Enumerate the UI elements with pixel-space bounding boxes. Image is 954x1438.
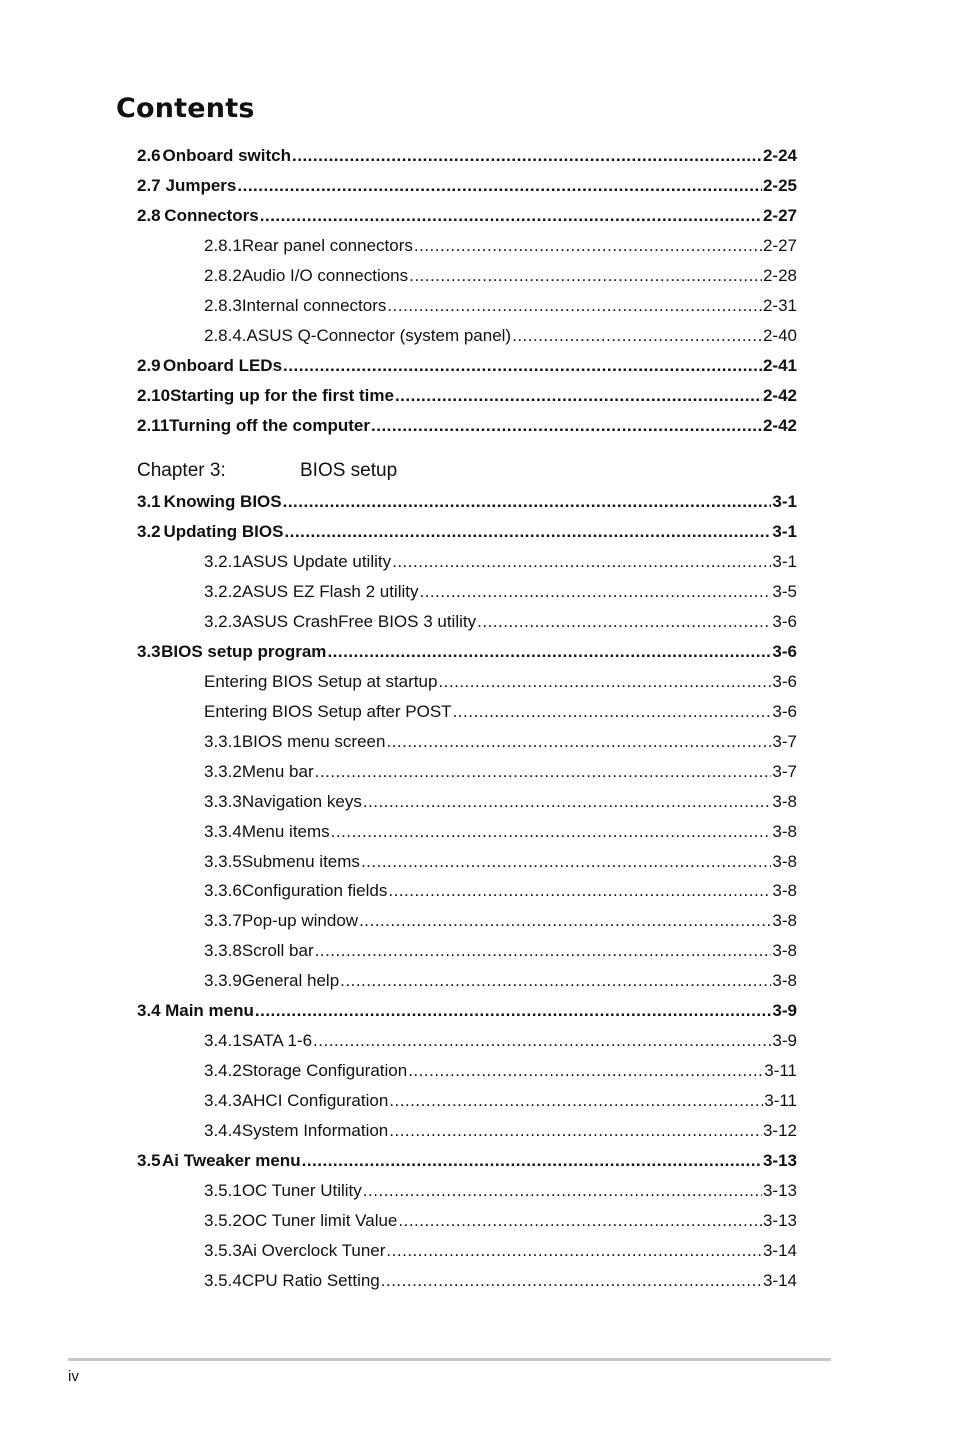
toc-dot-leader [363, 791, 772, 813]
toc-entry-title: BIOS setup program [161, 641, 327, 661]
toc-entry-page: 2-27 [762, 206, 797, 225]
toc-entry-title: ASUS Update utility [241, 551, 392, 571]
toc-entry-page: 2-24 [762, 146, 797, 165]
toc-dot-leader [315, 940, 772, 962]
toc-entry-number: 2.8.1 [204, 236, 242, 255]
toc-entry-number: 3.4.1 [204, 1031, 242, 1051]
toc-entry-title: Storage Configuration [241, 1061, 408, 1081]
toc-entry[interactable] [204, 1090, 797, 1112]
toc-dot-leader [386, 1240, 762, 1262]
toc-dot-leader [392, 551, 771, 573]
chapter-heading [137, 459, 397, 483]
toc-dot-leader [419, 581, 771, 603]
toc-entry-number: 2.8.4. [204, 326, 247, 345]
toc-dot-leader [387, 295, 762, 317]
toc-entry[interactable] [137, 145, 797, 167]
toc-dot-leader [340, 970, 771, 992]
toc-entry-title: Updating BIOS [163, 521, 284, 541]
toc-dot-leader [371, 415, 762, 437]
toc-entry-number: 3.3.6 [204, 881, 242, 901]
toc-entry[interactable] [137, 175, 797, 197]
toc-entry-number: 3.4.3 [204, 1091, 242, 1111]
toc-entry-page: 3-11 [764, 1061, 797, 1081]
toc-entry[interactable] [204, 761, 797, 783]
toc-entry-page: 3-6 [772, 641, 797, 661]
toc-entry[interactable] [204, 821, 797, 843]
toc-entry-page: 3-14 [762, 1241, 797, 1260]
toc-entry-page: 3-11 [764, 1091, 797, 1111]
toc-entry-title: Main menu [165, 1001, 254, 1021]
toc-entry[interactable] [204, 1180, 797, 1202]
toc-entry[interactable] [204, 791, 797, 813]
toc-dot-leader [363, 1180, 762, 1202]
toc-dot-leader [361, 851, 771, 873]
toc-entry-number: 2.11 [137, 416, 170, 435]
toc-dot-leader [453, 701, 772, 723]
chapter-label: Chapter 3: [137, 460, 226, 481]
toc-dot-leader [331, 821, 772, 843]
toc-entry-number: 3.5.1 [204, 1181, 242, 1201]
toc-dot-leader [389, 1090, 763, 1112]
toc-entry-number: 2.6 [137, 146, 161, 165]
toc-entry-title: Ai Tweaker menu [162, 1151, 301, 1171]
toc-dot-leader [389, 1120, 762, 1142]
toc-entry-number: 3.3.7 [204, 911, 242, 931]
toc-entry[interactable] [204, 731, 797, 753]
toc-entry[interactable] [137, 355, 797, 377]
toc-entry[interactable] [137, 205, 797, 227]
toc-entry-number: 2.10 [137, 386, 171, 405]
toc-entry-page: 2-40 [762, 326, 797, 345]
toc-entry-title: Navigation keys [241, 791, 362, 811]
toc-entry-title: Internal connectors [241, 296, 387, 315]
toc-entry[interactable] [137, 491, 797, 513]
toc-entry-title: BIOS menu screen [241, 731, 386, 751]
toc-entry[interactable] [204, 1030, 797, 1052]
toc-entry-page: 3-6 [772, 701, 797, 721]
toc-entry-page: 3-6 [772, 611, 797, 631]
toc-dot-leader [260, 205, 762, 227]
toc-dot-leader [283, 355, 762, 377]
toc-entry-title: CPU Ratio Setting [241, 1270, 380, 1290]
toc-entry[interactable] [137, 385, 797, 407]
toc-entry-title: Jumpers [165, 176, 237, 195]
toc-entry[interactable] [204, 910, 797, 932]
toc-entry-number: 2.8.2 [204, 266, 242, 285]
toc-entry-title: ASUS EZ Flash 2 utility [241, 581, 419, 601]
toc-entry-page: 3-8 [772, 821, 797, 841]
toc-entry-page: 3-8 [772, 791, 797, 811]
toc-entry-title: Starting up for the first time [170, 386, 394, 405]
toc-entry-title: OC Tuner Utility [241, 1181, 362, 1201]
toc-entry[interactable] [204, 1270, 797, 1292]
toc-entry-title: General help [241, 971, 340, 991]
toc-entry-number: 3.2.3 [204, 611, 242, 631]
toc-entry-title: Menu bar [241, 761, 314, 781]
toc-entry-number: 2.7 [137, 176, 161, 195]
toc-entry-number: 2.8 [137, 206, 161, 225]
toc-entry-number: 3.3 [137, 641, 161, 661]
toc-entry-number: 3.3.9 [204, 971, 242, 991]
toc-entry-number: 3.5.2 [204, 1211, 242, 1231]
toc-entry-title: Turning off the computer [169, 416, 370, 435]
toc-entry[interactable] [204, 940, 797, 962]
toc-entry-title: Entering BIOS Setup at startup [204, 671, 438, 691]
toc-entry-title: Submenu items [241, 851, 360, 871]
toc-dot-leader [398, 1210, 762, 1232]
toc-entry[interactable] [204, 671, 797, 693]
toc-entry-title: Ai Overclock Tuner [241, 1241, 386, 1260]
toc-entry[interactable] [137, 521, 797, 543]
toc-entry[interactable] [204, 325, 797, 347]
footer-divider [68, 1358, 831, 1361]
toc-dot-leader [408, 1060, 763, 1082]
toc-entry-page: 3-6 [772, 671, 797, 691]
toc-entry-number: 3.2.1 [204, 551, 242, 571]
toc-entry-number: 3.4 [137, 1001, 161, 1021]
toc-entry-title: ASUS CrashFree BIOS 3 utility [241, 611, 477, 631]
toc-entry-number: 3.4.4 [204, 1121, 242, 1141]
toc-entry-title: OC Tuner limit Value [241, 1211, 398, 1231]
toc-dot-leader [477, 611, 771, 633]
toc-entry-page: 3-13 [762, 1151, 797, 1171]
toc-entry[interactable] [204, 295, 797, 317]
toc-entry-number: 3.5 [137, 1151, 161, 1171]
toc-entry-number: 3.3.5 [204, 851, 242, 871]
toc-entry[interactable] [137, 641, 797, 663]
toc-entry-page: 3-8 [772, 911, 797, 931]
toc-entry[interactable] [204, 611, 797, 633]
toc-entry-title: Audio I/O connections [241, 266, 409, 285]
toc-entry-number: 3.4.2 [204, 1061, 242, 1081]
toc-entry-page: 2-27 [762, 236, 797, 255]
toc-dot-leader [237, 175, 762, 197]
toc-entry-number: 3.2 [137, 521, 161, 541]
toc-entry[interactable] [137, 1000, 797, 1022]
toc-entry-page: 2-42 [762, 416, 797, 435]
toc-dot-leader [313, 1030, 771, 1052]
toc-entry-page: 3-8 [772, 851, 797, 871]
toc-entry-page: 3-1 [772, 492, 797, 511]
toc-entry-page: 3-14 [762, 1270, 797, 1290]
toc-entry-title: SATA 1-6 [241, 1031, 313, 1051]
toc-entry-title: Connectors [164, 206, 259, 225]
toc-dot-leader [386, 731, 771, 753]
toc-dot-leader [283, 491, 772, 513]
toc-dot-leader [381, 1270, 762, 1292]
toc-entry-title: Knowing BIOS [163, 492, 282, 511]
toc-dot-leader [284, 521, 771, 543]
toc-entry-number: 3.3.2 [204, 761, 242, 781]
toc-entry-title: Onboard LEDs [163, 356, 283, 375]
page-title: Contents [116, 93, 255, 124]
toc-entry-title: Onboard switch [162, 146, 292, 165]
toc-entry-page: 3-8 [772, 881, 797, 901]
toc-entry-page: 3-9 [772, 1031, 797, 1051]
toc-entry-title: AHCI Configuration [241, 1091, 389, 1111]
toc-entry-page: 3-8 [772, 941, 797, 961]
toc-entry-page: 2-28 [762, 266, 797, 285]
toc-entry-page: 3-7 [772, 731, 797, 751]
toc-entry-number: 3.3.8 [204, 941, 242, 961]
toc-entry-page: 2-25 [762, 176, 797, 195]
toc-dot-leader [302, 1150, 762, 1172]
toc-entry-title: ASUS Q-Connector (system panel) [246, 326, 512, 345]
toc-entry-number: 2.8.3 [204, 296, 242, 315]
toc-entry-page: 3-13 [762, 1211, 797, 1231]
toc-entry-page: 3-8 [772, 971, 797, 991]
footer-page-number: iv [68, 1368, 79, 1385]
toc-entry-title: System Information [241, 1121, 389, 1141]
toc-entry-page: 2-42 [762, 386, 797, 405]
toc-entry-number: 2.9 [137, 356, 161, 375]
toc-entry[interactable] [137, 1150, 797, 1172]
toc-entry-title: Pop-up window [241, 911, 359, 931]
toc-dot-leader [327, 641, 771, 663]
toc-entry[interactable] [204, 1060, 797, 1082]
toc-entry-page: 2-31 [762, 296, 797, 315]
toc-entry-title: Scroll bar [241, 941, 314, 961]
toc-entry-number: 3.3.1 [204, 731, 242, 751]
toc-entry-title: Entering BIOS Setup after POST [204, 701, 452, 721]
toc-dot-leader [409, 265, 762, 287]
toc-entry[interactable] [204, 235, 797, 257]
toc-entry-page: 3-1 [772, 551, 797, 571]
toc-entry[interactable] [204, 551, 797, 573]
toc-entry-number: 3.3.3 [204, 791, 242, 811]
toc-entry-page: 3-1 [772, 521, 797, 541]
toc-entry[interactable] [204, 880, 797, 902]
toc-dot-leader [255, 1000, 772, 1022]
toc-entry-page: 3-5 [772, 581, 797, 601]
toc-dot-leader [388, 880, 771, 902]
toc-entry[interactable] [204, 701, 797, 723]
chapter-title: BIOS setup [300, 460, 398, 481]
toc-dot-leader [292, 145, 762, 167]
toc-entry[interactable] [204, 970, 797, 992]
toc-entry[interactable] [204, 851, 797, 873]
toc-entry[interactable] [204, 1240, 797, 1262]
toc-entry-number: 3.5.3 [204, 1241, 242, 1260]
toc-entry-title: Rear panel connectors [241, 236, 413, 255]
toc-entry-page: 3-13 [762, 1181, 797, 1201]
toc-dot-leader [438, 671, 771, 693]
toc-entry[interactable] [204, 1210, 797, 1232]
toc-entry-page: 3-7 [772, 761, 797, 781]
toc-entry-page: 3-12 [762, 1121, 797, 1141]
toc-entry[interactable] [137, 415, 797, 437]
toc-entry-title: Configuration fields [241, 881, 388, 901]
toc-entry-title: Menu items [241, 821, 330, 841]
toc-dot-leader [315, 761, 772, 783]
toc-entry-number: 3.5.4 [204, 1270, 242, 1290]
toc-dot-leader [414, 235, 762, 257]
toc-entry[interactable] [204, 265, 797, 287]
toc-dot-leader [359, 910, 771, 932]
toc-dot-leader [512, 325, 762, 347]
toc-entry[interactable] [204, 581, 797, 603]
toc-entry-number: 3.2.2 [204, 581, 242, 601]
toc-entry[interactable] [204, 1120, 797, 1142]
toc-entry-page: 3-9 [772, 1001, 797, 1021]
toc-dot-leader [395, 385, 762, 407]
toc-entry-number: 3.3.4 [204, 821, 242, 841]
toc-entry-number: 3.1 [137, 492, 161, 511]
toc-entry-page: 2-41 [762, 356, 797, 375]
